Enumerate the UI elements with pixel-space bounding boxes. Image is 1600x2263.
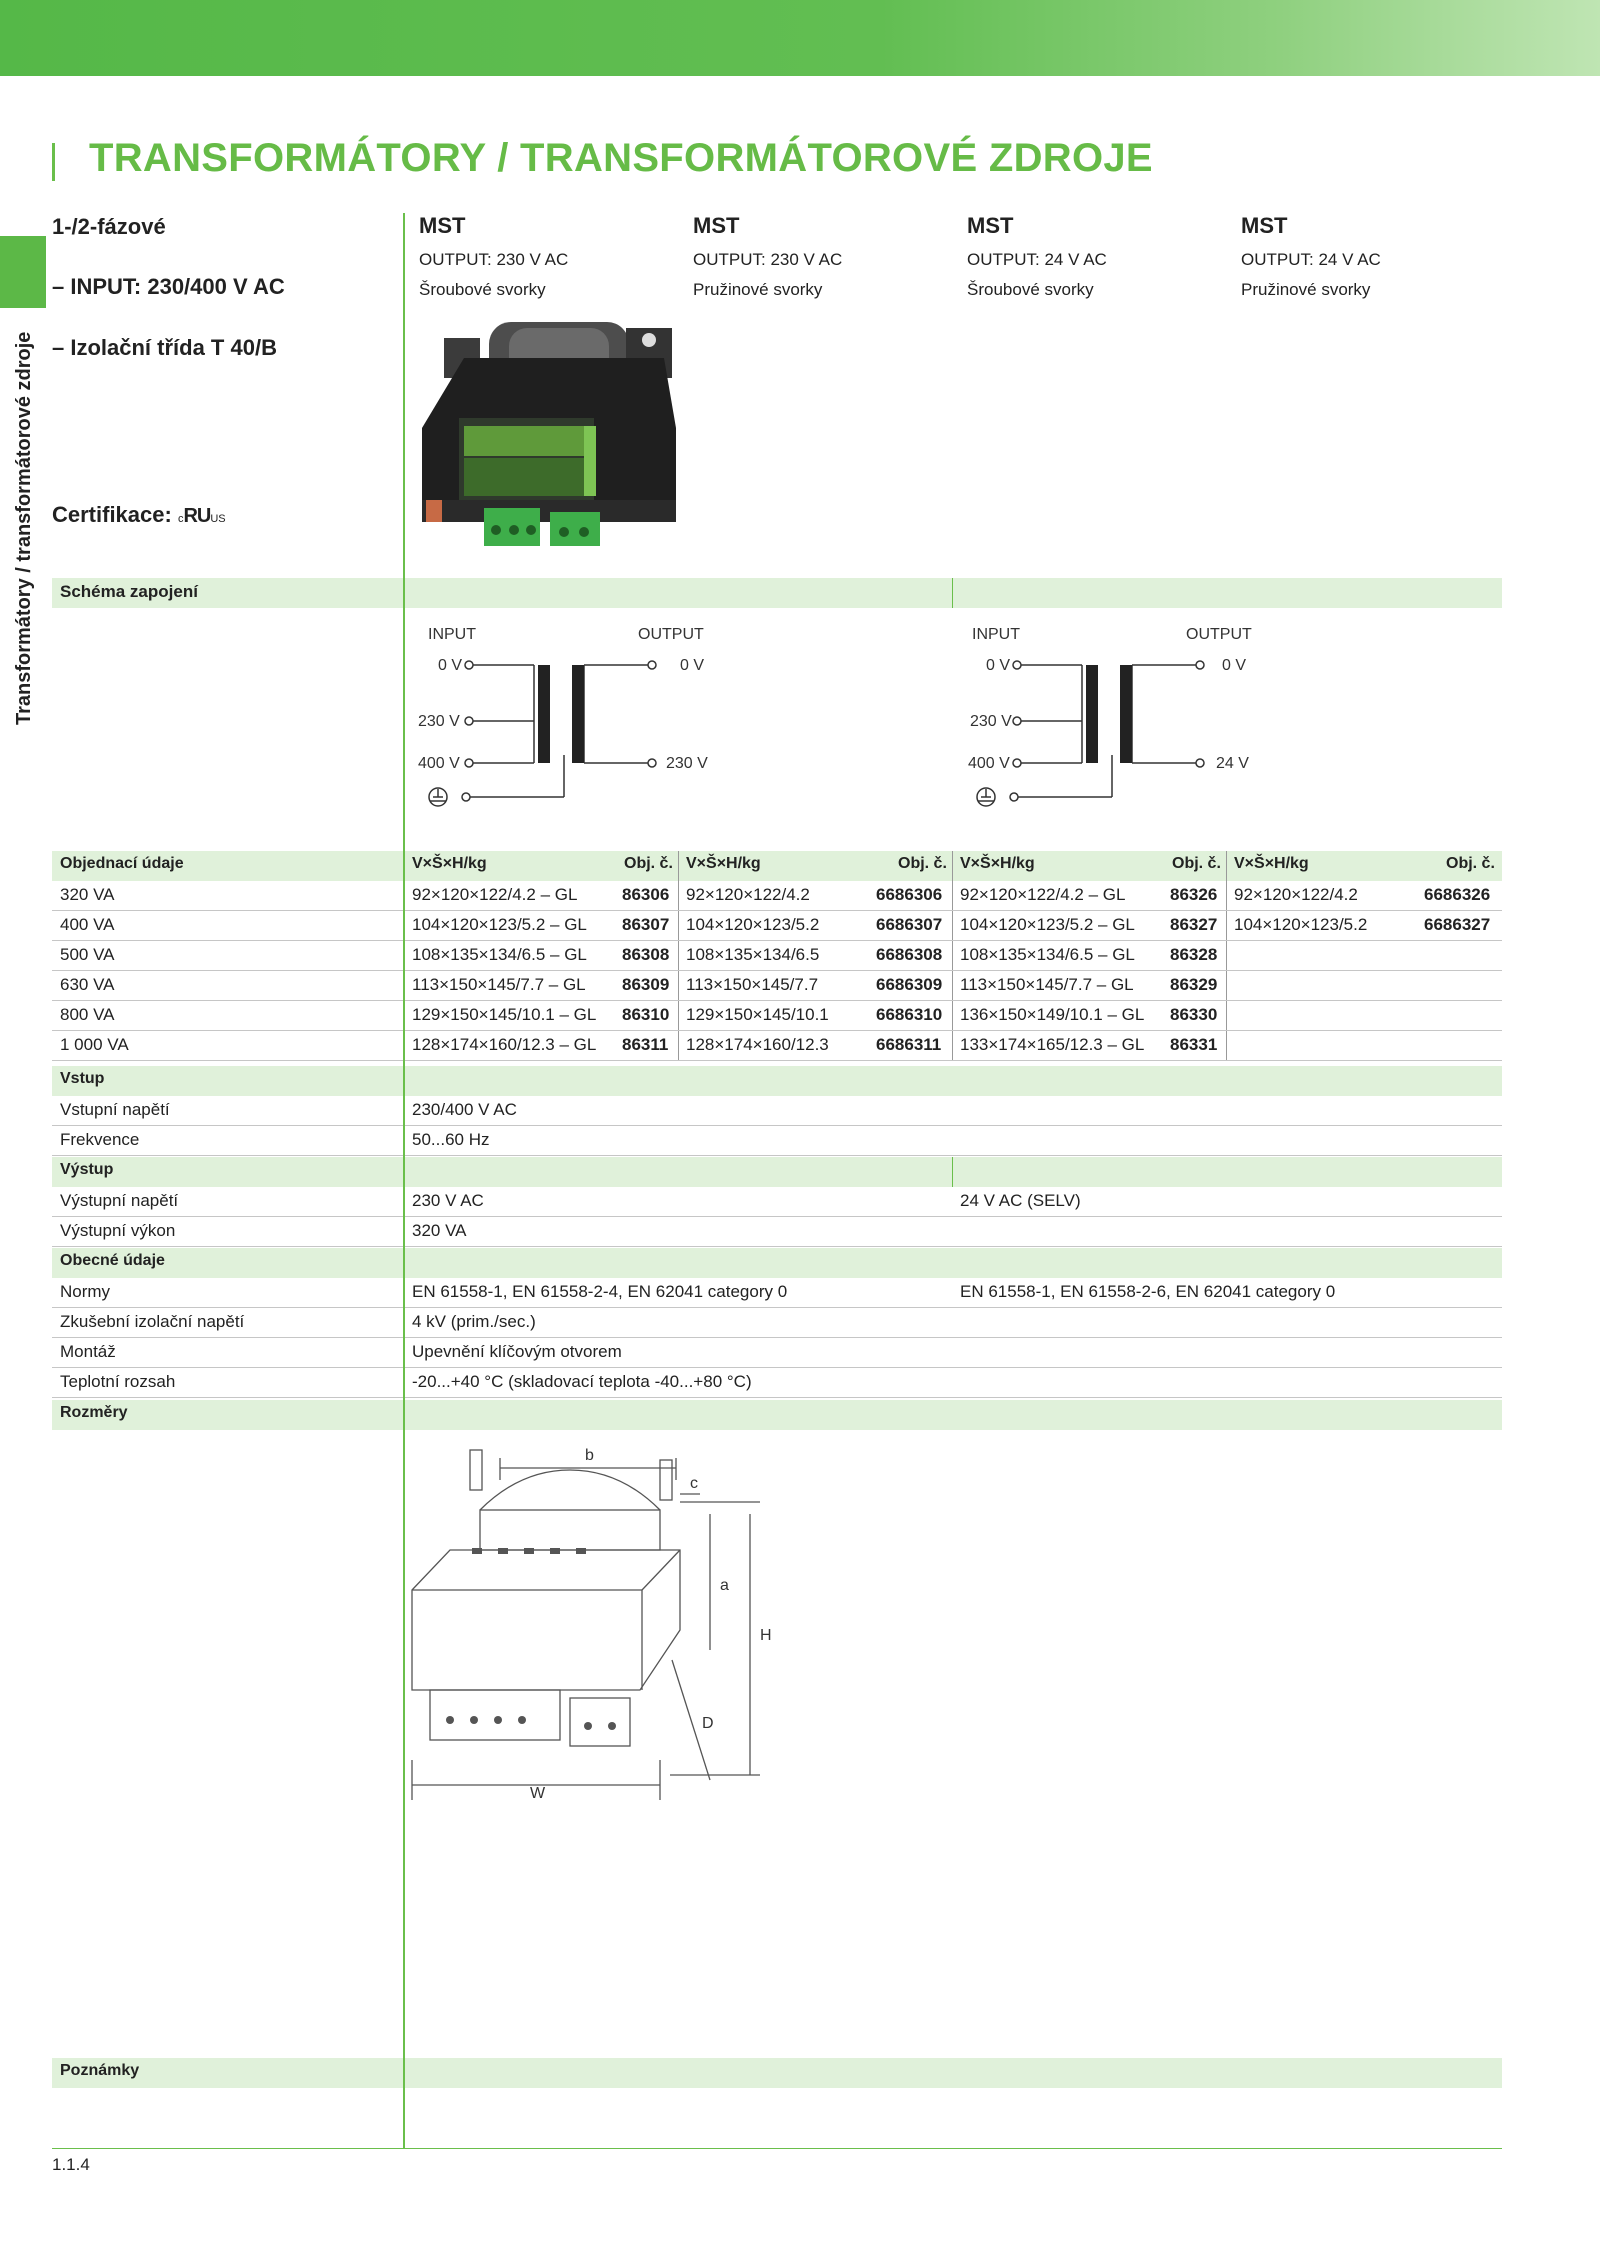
input-band [52, 1066, 1502, 1096]
in-400v-label: 400 V [418, 755, 460, 772]
dim-b: b [585, 1447, 594, 1464]
side-tab-marker [0, 236, 46, 308]
notes-label: Poznámky [60, 2062, 140, 2079]
dim-w: W [530, 1785, 546, 1800]
schema-label: Schéma zapojení [60, 582, 198, 601]
wiring-diagram-24v [960, 615, 1260, 815]
ul-cert-icon: cRUUS [177, 505, 226, 527]
top-gradient-bar [0, 0, 1600, 76]
in-400v-label: 400 V [968, 755, 1010, 772]
input-section-label: Vstup [60, 1070, 105, 1087]
terminal-type: Pružinové svorky [693, 280, 823, 299]
cert-label: Certifikace: [52, 502, 172, 527]
general-section-label: Obecné údaje [60, 1252, 165, 1269]
terminal-type: Pružinové svorky [1241, 280, 1371, 299]
spec-row-mounting: Montáž Upevnění klíčovým otvorem [52, 1338, 1502, 1368]
page-number: 1.1.4 [52, 2155, 90, 2174]
in-0v-label: 0 V [986, 657, 1011, 674]
certification [52, 502, 226, 528]
out-v-label: 24 V [1216, 755, 1249, 772]
dim-a: a [720, 1577, 729, 1594]
output-spec: OUTPUT: 24 V AC [967, 250, 1107, 269]
product-header-2 [693, 213, 953, 305]
table-row: 630 VA 113×150×145/7.7 – GL 86309 113×150×145/7.7 6686309 113×150×145/7.7 – GL 86329 [52, 971, 1502, 1001]
out-0v-label: 0 V [1222, 657, 1247, 674]
dim-d: D [702, 1715, 714, 1732]
feature-phases: 1-/2-fázové [52, 214, 166, 239]
output-label: OUTPUT [638, 626, 704, 643]
schema-band [52, 578, 1502, 608]
dim-h: H [760, 1627, 772, 1644]
page-title: TRANSFORMÁTORY / TRANSFORMÁTOROVÉ ZDROJE [89, 136, 1153, 180]
output-spec: OUTPUT: 24 V AC [1241, 250, 1381, 269]
product-header-1 [419, 213, 679, 305]
column-divider-main [403, 213, 405, 2148]
wiring-diagram-230v [414, 615, 714, 815]
transformer-photo [414, 318, 684, 550]
footer-line [52, 2148, 1502, 2149]
dim-header-1: V×Š×H/kg [412, 855, 487, 872]
notes-band [52, 2058, 1502, 2088]
title-marker [52, 143, 55, 181]
output-band [52, 1157, 1502, 1187]
table-row: 500 VA 108×135×134/6.5 – GL 86308 108×135×134/6.5 6686308 108×135×134/6.5 – GL 86328 [52, 941, 1502, 971]
in-230v-label: 230 V [418, 713, 460, 730]
output-section-label: Výstup [60, 1161, 114, 1178]
num-header-1: Obj. č. [624, 855, 673, 872]
output-spec: OUTPUT: 230 V AC [419, 250, 569, 269]
spec-row-input-voltage: Vstupní napětí 230/400 V AC [52, 1096, 1502, 1126]
spec-row-norms: Normy EN 61558-1, EN 61558-2-4, EN 62041 category 0 EN 61558-1, EN 61558-2-6, EN 62041 category 0 [52, 1278, 1502, 1308]
dim-header-4: V×Š×H/kg [1234, 855, 1309, 872]
output-spec: OUTPUT: 230 V AC [693, 250, 843, 269]
spec-row-temperature: Teplotní rozsah -20...+40 °C (skladovací teplota -40...+80 °C) [52, 1368, 1502, 1398]
spec-row-frequency: Frekvence 50...60 Hz [52, 1126, 1502, 1156]
column-divider-schema [952, 578, 953, 608]
side-section-label: Transformátory / transformátorové zdroje [13, 331, 35, 725]
dim-header-3: V×Š×H/kg [960, 855, 1035, 872]
in-0v-label: 0 V [438, 657, 463, 674]
dim-c: c [690, 1475, 698, 1492]
column-divider-output [952, 1157, 953, 1187]
terminal-type: Šroubové svorky [967, 280, 1094, 299]
order-band [52, 851, 1502, 881]
dim-header-2: V×Š×H/kg [686, 855, 761, 872]
dimensions-label: Rozměry [60, 1404, 128, 1421]
num-header-2: Obj. č. [898, 855, 947, 872]
product-header-4 [1241, 213, 1501, 305]
spec-row-output-power: Výstupní výkon 320 VA [52, 1217, 1502, 1247]
table-row: 800 VA 129×150×145/10.1 – GL 86310 129×150×145/10.1 6686310 136×150×149/10.1 – GL 86330 [52, 1001, 1502, 1031]
input-label: INPUT [428, 626, 476, 643]
feature-input: – INPUT: 230/400 V AC [52, 274, 285, 299]
order-label: Objednací údaje [60, 855, 184, 872]
table-row: 320 VA 92×120×122/4.2 – GL 86306 92×120×122/4.2 6686306 92×120×122/4.2 – GL 86326 92×120×122/4.2 6686326 [52, 881, 1502, 911]
model-name: MST [419, 213, 466, 238]
general-band [52, 1248, 1502, 1278]
output-label: OUTPUT [1186, 626, 1252, 643]
model-name: MST [967, 213, 1014, 238]
dimension-drawing [410, 1440, 790, 1800]
feature-insulation: – Izolační třída T 40/B [52, 335, 277, 360]
input-label: INPUT [972, 626, 1020, 643]
dimensions-band [52, 1400, 1502, 1430]
out-0v-label: 0 V [680, 657, 705, 674]
terminal-type: Šroubové svorky [419, 280, 546, 299]
table-row: 1 000 VA 128×174×160/12.3 – GL 86311 128×174×160/12.3 6686311 133×174×165/12.3 – GL 86331 [52, 1031, 1502, 1061]
product-header-3 [967, 213, 1227, 305]
num-header-4: Obj. č. [1446, 855, 1495, 872]
out-v-label: 230 V [666, 755, 708, 772]
spec-row-test-voltage: Zkušební izolační napětí 4 kV (prim./sec.) [52, 1308, 1502, 1338]
in-230v-label: 230 V [970, 713, 1012, 730]
table-row: 400 VA 104×120×123/5.2 – GL 86307 104×120×123/5.2 6686307 104×120×123/5.2 – GL 86327 104×120×123/5.2 6686327 [52, 911, 1502, 941]
model-name: MST [1241, 213, 1288, 238]
spec-row-output-voltage: Výstupní napětí 230 V AC 24 V AC (SELV) [52, 1187, 1502, 1217]
num-header-3: Obj. č. [1172, 855, 1221, 872]
model-name: MST [693, 213, 740, 238]
